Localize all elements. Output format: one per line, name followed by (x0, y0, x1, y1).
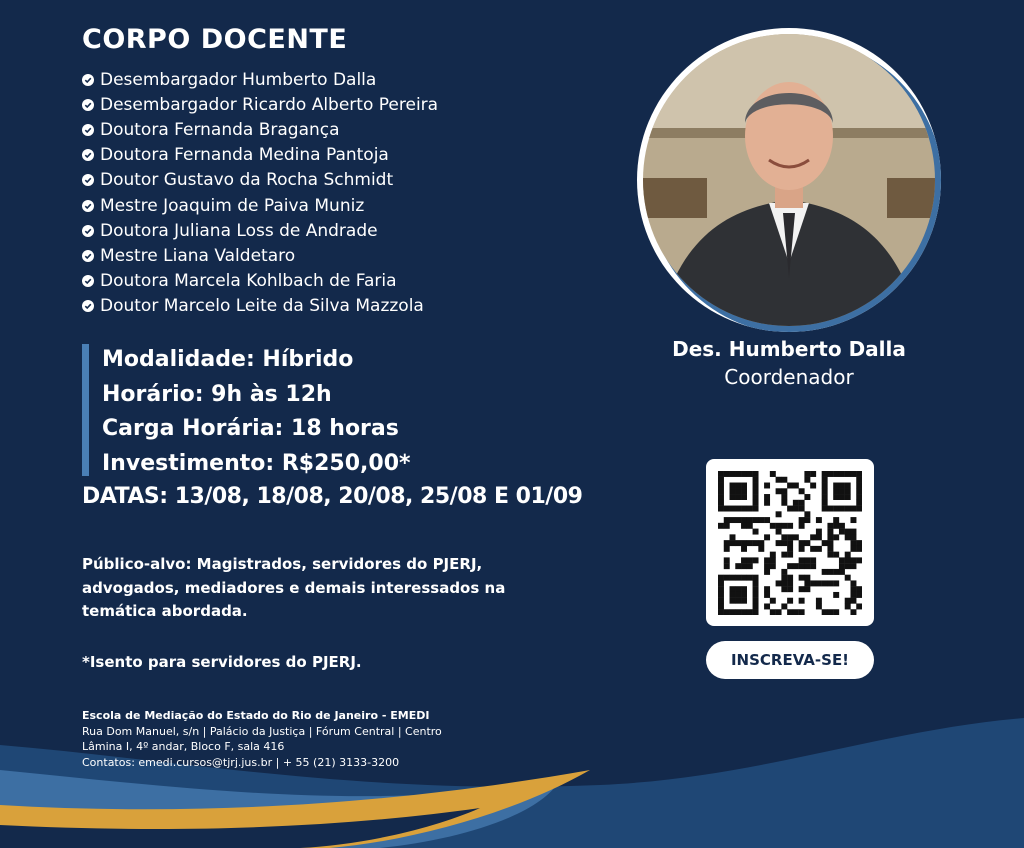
check-circle-icon (82, 300, 94, 312)
footer-contacts: Contatos: emedi.cursos@tjrj.jus.br | + 55 (21) 3133-3200 (82, 755, 400, 769)
coordinator-name: Des. Humberto Dalla (672, 337, 906, 361)
faculty-name: Doutora Fernanda Medina Pantoja (100, 145, 389, 166)
target-audience: Público-alvo: Magistrados, servidores do PJERJ, advogados, mediadores e demais interessados na temática abordada. (82, 555, 506, 620)
course-info (102, 343, 411, 481)
faculty-item (82, 218, 438, 243)
exemption-note: *Isento para servidores do PJERJ. (82, 653, 362, 671)
check-circle-icon (82, 250, 94, 262)
faculty-name: Doutora Fernanda Bragança (100, 119, 340, 140)
course-horario: Horário: 9h às 12h (102, 381, 332, 407)
check-circle-icon (82, 174, 94, 186)
course-dates: DATAS: 13/08, 18/08, 20/08, 25/08 E 01/09 (82, 484, 583, 509)
check-circle-icon (82, 99, 94, 111)
faculty-item (82, 117, 438, 142)
faculty-item (82, 193, 438, 218)
faculty-item (82, 67, 438, 92)
qr-code-icon (718, 471, 862, 615)
faculty-name: Doutor Gustavo da Rocha Schmidt (100, 170, 394, 191)
check-circle-icon (82, 124, 94, 136)
info-accent-bar (82, 344, 89, 476)
coordinator-role: Coordenador (724, 365, 854, 389)
course-investimento: Investimento: R$250,00* (102, 450, 411, 476)
faculty-item (82, 243, 438, 268)
register-button[interactable]: INSCREVA-SE! (706, 641, 874, 679)
faculty-name: Desembargador Ricardo Alberto Pereira (100, 94, 439, 115)
check-circle-icon (82, 149, 94, 161)
qr-code[interactable] (706, 459, 874, 626)
check-circle-icon (82, 225, 94, 237)
faculty-item (82, 168, 438, 193)
footer-contact (82, 708, 442, 770)
check-circle-icon (82, 200, 94, 212)
faculty-item (82, 269, 438, 294)
faculty-title: CORPO DOCENTE (82, 24, 348, 55)
coordinator-photo (637, 28, 941, 332)
faculty-item (82, 92, 438, 117)
faculty-name: Doutora Marcela Kohlbach de Faria (100, 271, 397, 292)
check-circle-icon (82, 275, 94, 287)
footer-address-line-1: Rua Dom Manuel, s/n | Palácio da Justiça | Fórum Central | Centro (82, 724, 442, 738)
faculty-name: Doutor Marcelo Leite da Silva Mazzola (100, 296, 424, 317)
course-carga-horaria: Carga Horária: 18 horas (102, 416, 399, 441)
faculty-item (82, 143, 438, 168)
faculty-list (82, 67, 438, 319)
faculty-item (82, 294, 438, 319)
footer-org: Escola de Mediação do Estado do Rio de Janeiro - EMEDI (82, 709, 430, 722)
faculty-name: Mestre Joaquim de Paiva Muniz (100, 195, 365, 216)
course-modalidade: Modalidade: Híbrido (102, 347, 354, 372)
faculty-name: Desembargador Humberto Dalla (100, 69, 377, 90)
check-circle-icon (82, 74, 94, 86)
footer-address-line-2: Lâmina I, 4º andar, Bloco F, sala 416 (82, 740, 285, 753)
faculty-name: Mestre Liana Valdetaro (100, 245, 296, 266)
faculty-name: Doutora Juliana Loss de Andrade (100, 220, 378, 241)
